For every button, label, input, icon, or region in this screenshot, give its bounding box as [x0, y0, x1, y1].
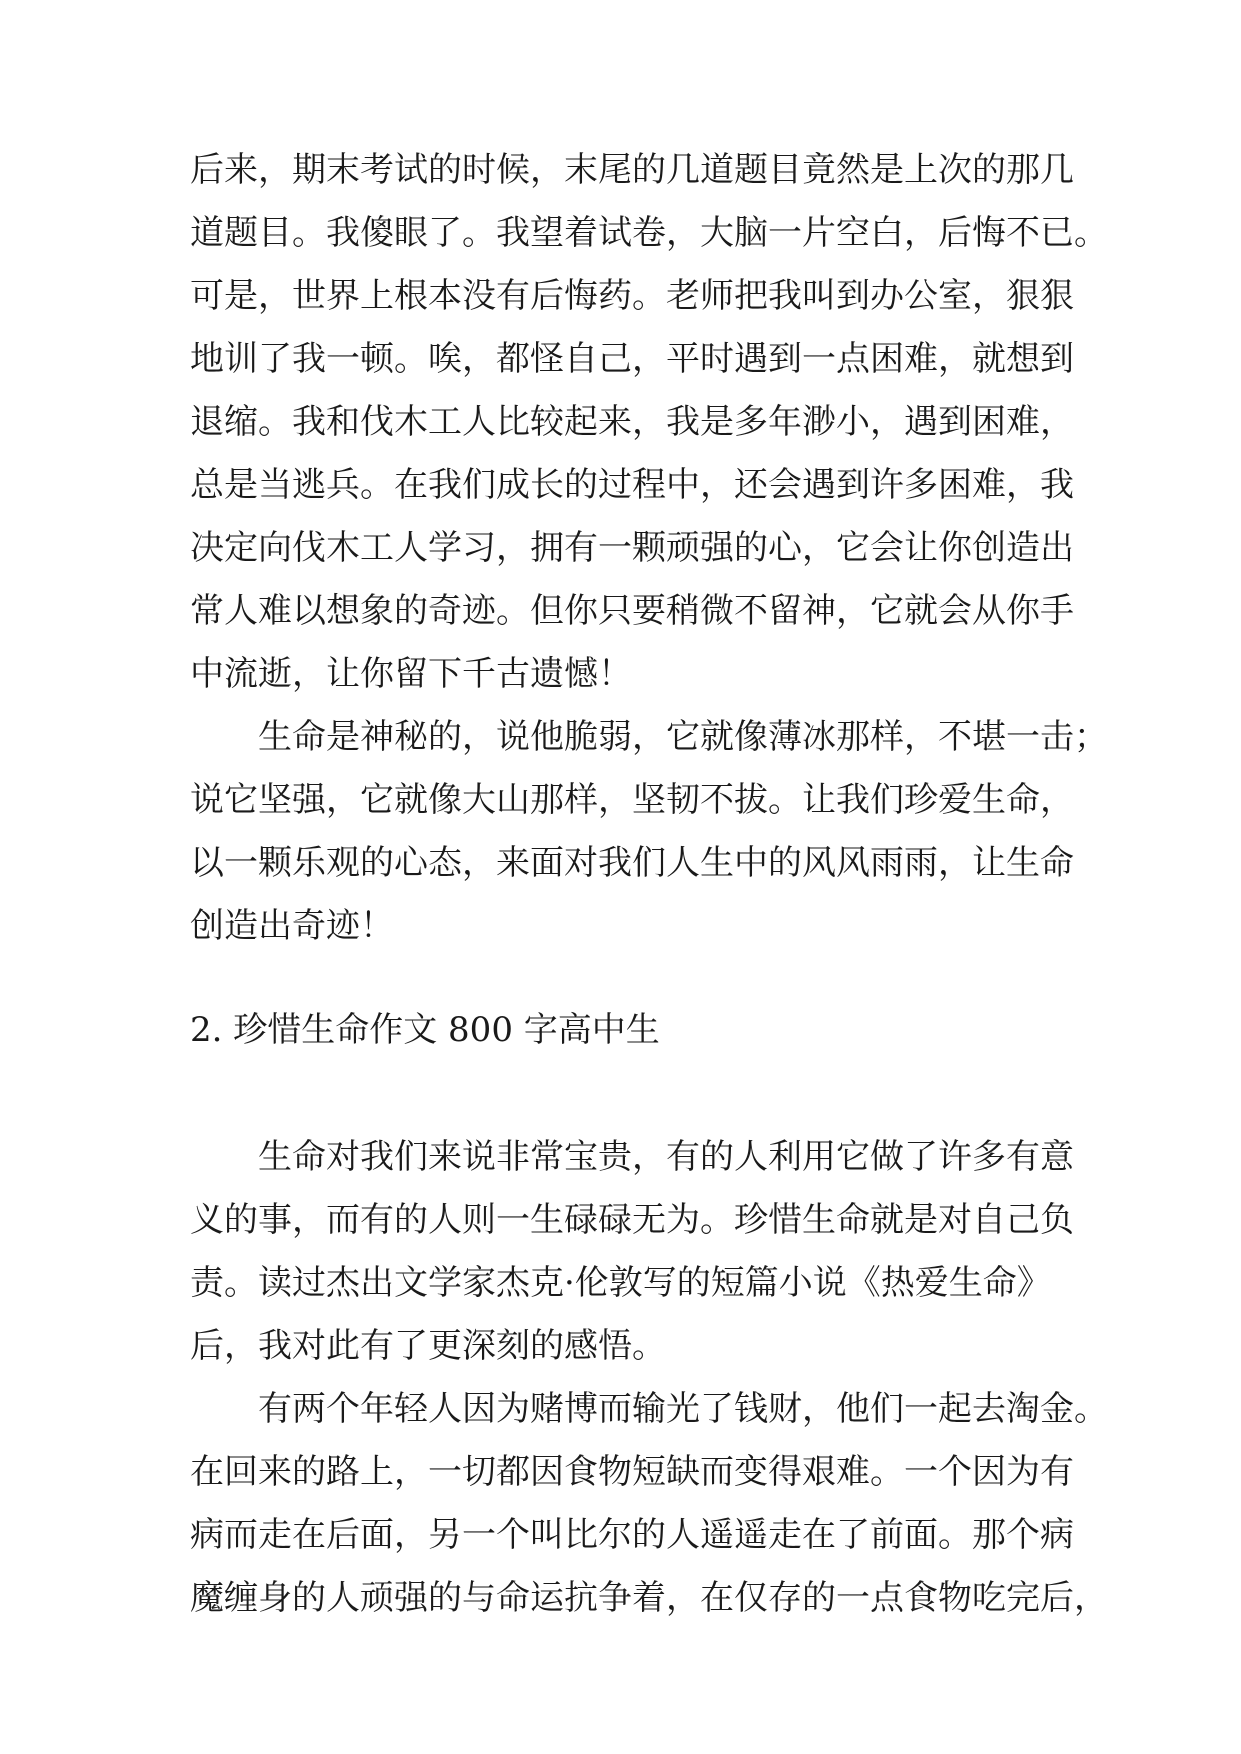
text-line: 义的事，而有的人则一生碌碌无为。珍惜生命就是对自己负 — [190, 1200, 1074, 1240]
text-line: 生命是神秘的，说他脆弱，它就像薄冰那样，不堪一击； — [258, 717, 1108, 757]
text-line: 魔缠身的人顽强的与命运抗争着，在仅存的一点食物吃完后， — [190, 1578, 1108, 1618]
text-line: 病而走在后面，另一个叫比尔的人遥遥走在了前面。那个病 — [190, 1515, 1074, 1555]
text-line: 创造出奇迹！ — [190, 906, 394, 946]
text-line: 总是当逃兵。在我们成长的过程中，还会遇到许多困难，我 — [190, 465, 1074, 505]
text-line: 地训了我一顿。唉，都怪自己，平时遇到一点困难，就想到 — [190, 339, 1074, 379]
text-line: 中流逝，让你留下千古遗憾！ — [190, 654, 632, 694]
text-line: 后，我对此有了更深刻的感悟。 — [190, 1326, 666, 1366]
text-line: 生命对我们来说非常宝贵，有的人利用它做了许多有意 — [258, 1137, 1074, 1177]
text-line: 可是，世界上根本没有后悔药。老师把我叫到办公室，狠狠 — [190, 276, 1074, 316]
text-line: 退缩。我和伐木工人比较起来，我是多年渺小，遇到困难， — [190, 402, 1074, 442]
text-line: 责。读过杰出文学家杰克·伦敦写的短篇小说《热爱生命》 — [190, 1263, 1051, 1303]
text-line: 常人难以想象的奇迹。但你只要稍微不留神，它就会从你手 — [190, 591, 1074, 631]
text-line: 在回来的路上，一切都因食物短缺而变得艰难。一个因为有 — [190, 1452, 1074, 1492]
text-line: 道题目。我傻眼了。我望着试卷，大脑一片空白，后悔不已。 — [190, 213, 1108, 253]
text-line: 决定向伐木工人学习，拥有一颗顽强的心，它会让你创造出 — [190, 528, 1074, 568]
text-line: 以一颗乐观的心态，来面对我们人生中的风风雨雨，让生命 — [190, 843, 1074, 883]
text-line: 说它坚强，它就像大山那样，坚韧不拔。让我们珍爱生命， — [190, 780, 1074, 820]
text-line: 后来，期末考试的时候，末尾的几道题目竟然是上次的那几 — [190, 150, 1074, 190]
text-line: 有两个年轻人因为赌博而输光了钱财，他们一起去淘金。 — [258, 1389, 1108, 1429]
section-heading: 2. 珍惜生命作文 800 字高中生 — [190, 1010, 660, 1050]
